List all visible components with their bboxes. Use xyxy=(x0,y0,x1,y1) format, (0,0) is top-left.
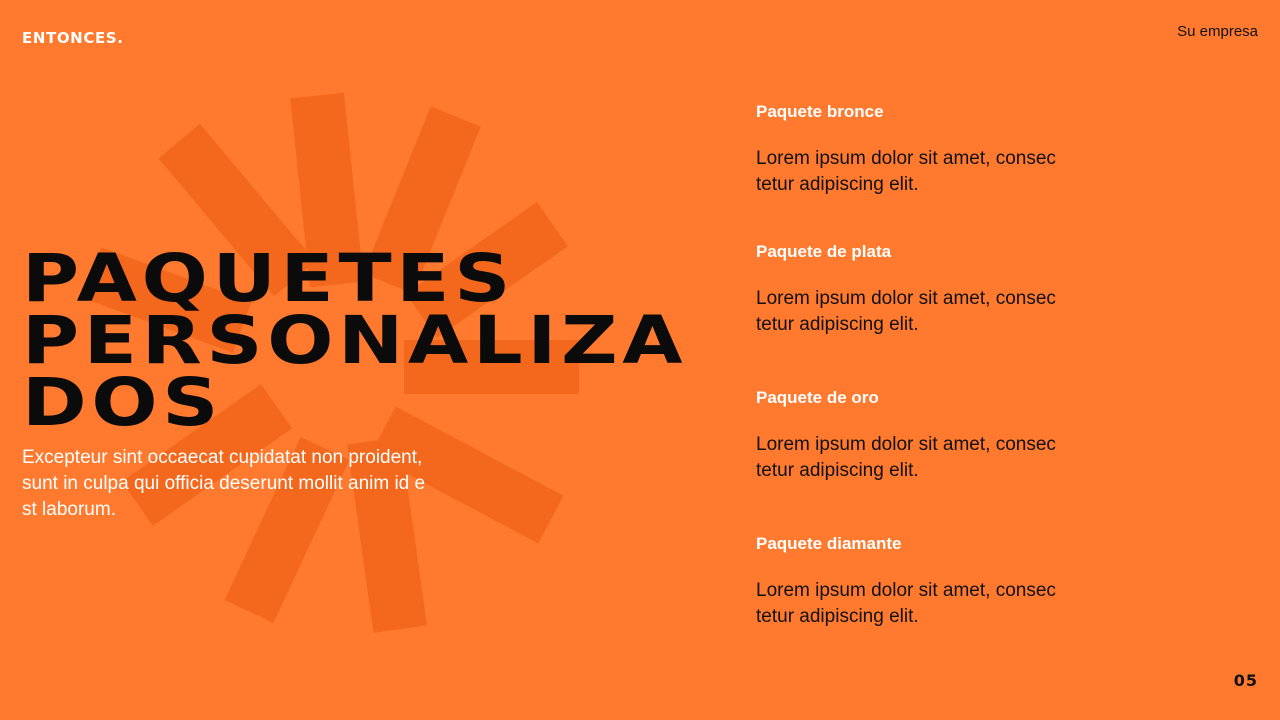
title-line: DOS xyxy=(22,364,224,441)
title-line: PAQUETES xyxy=(22,240,516,317)
package-description: Lorem ipsum dolor sit amet, consectetur adipiscing elit. xyxy=(756,580,1056,627)
package-description: Lorem ipsum dolor sit amet, consectetur adipiscing elit. xyxy=(756,148,1056,195)
package-name: Paquete de plata xyxy=(756,242,892,261)
intro-paragraph: Excepteur sint occaecat cupidatat non proident, sunt in culpa qui officia deserunt mollit anim id est laborum. xyxy=(22,447,426,520)
package-description: Lorem ipsum dolor sit amet, consectetur adipiscing elit. xyxy=(756,434,1056,481)
package-item-silver xyxy=(756,241,1086,335)
package-name: Paquete de oro xyxy=(756,388,879,407)
page-number: 05 xyxy=(1233,671,1258,690)
package-name: Paquete diamante xyxy=(756,534,902,553)
package-item-gold xyxy=(756,387,1086,481)
package-description: Lorem ipsum dolor sit amet, consectetur adipiscing elit. xyxy=(756,288,1056,335)
package-item-diamond xyxy=(756,533,1086,627)
package-name: Paquete bronce xyxy=(756,102,884,121)
brand-logo-text: ENTONCES. xyxy=(22,29,124,47)
title-line: PERSONALIZA xyxy=(22,302,688,379)
package-item-bronze xyxy=(756,101,1086,195)
company-name: Su empresa xyxy=(1177,23,1258,40)
